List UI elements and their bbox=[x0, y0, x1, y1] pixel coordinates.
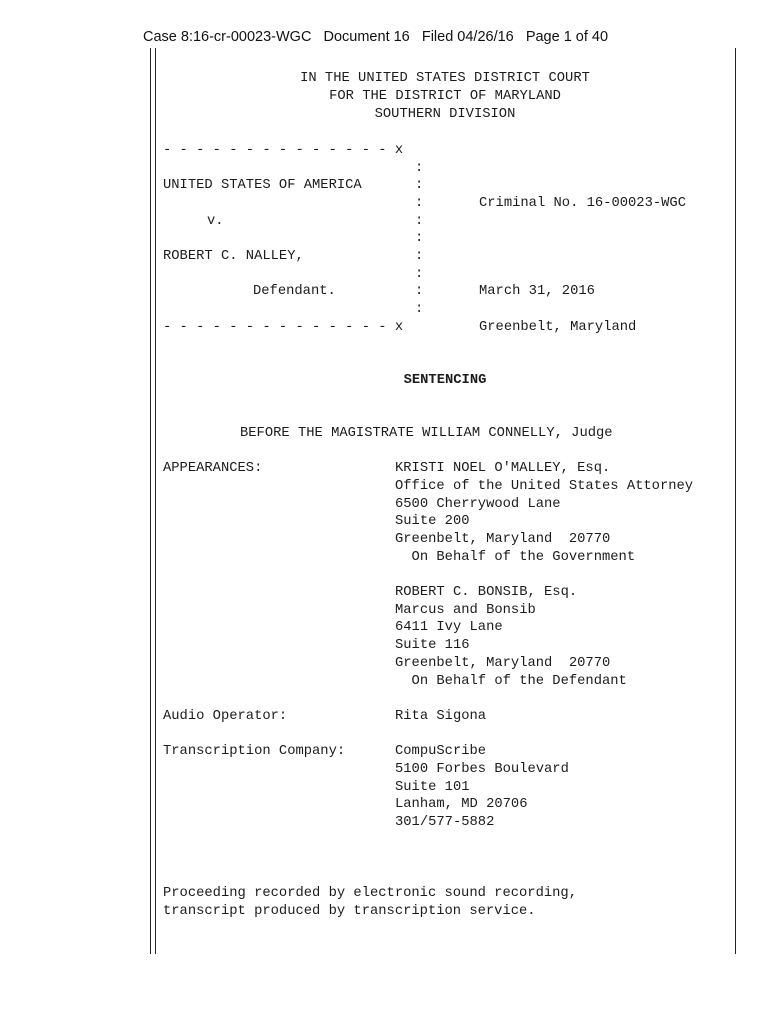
caption-dash-line-bottom: - - - - - - - - - - - - - - x bbox=[163, 320, 404, 335]
transcription-company-label: Transcription Company: bbox=[163, 744, 346, 759]
transcription-company-line: 5100 Forbes Boulevard bbox=[395, 762, 569, 777]
caption-colon: : bbox=[415, 267, 424, 282]
right-margin-rule bbox=[735, 48, 736, 954]
transcription-company-line: 301/577-5882 bbox=[395, 815, 495, 830]
government-counsel-line: KRISTI NOEL O'MALLEY, Esq. bbox=[395, 461, 611, 476]
left-margin-rule-outer bbox=[150, 48, 151, 954]
hearing-date: March 31, 2016 bbox=[479, 284, 595, 299]
caption-colon: : bbox=[415, 214, 424, 229]
transcription-company-line: Suite 101 bbox=[395, 780, 470, 795]
defendant-name: ROBERT C. NALLEY, bbox=[163, 249, 304, 264]
government-counsel-line: Suite 200 bbox=[395, 514, 470, 529]
government-counsel-line: On Behalf of the Government bbox=[395, 550, 636, 565]
appearances-label: APPEARANCES: bbox=[163, 461, 263, 476]
transcription-company-line: Lanham, MD 20706 bbox=[395, 797, 528, 812]
caption-colon: : bbox=[415, 231, 424, 246]
defense-counsel-line: Marcus and Bonsib bbox=[395, 603, 536, 618]
government-counsel-line: Greenbelt, Maryland 20770 bbox=[395, 532, 611, 547]
left-margin-rule-inner bbox=[155, 48, 156, 954]
defense-counsel-line: Greenbelt, Maryland 20770 bbox=[395, 656, 611, 671]
caption-colon: : bbox=[415, 302, 424, 317]
hearing-location: Greenbelt, Maryland bbox=[479, 320, 637, 335]
criminal-number: Criminal No. 16-00023-WGC bbox=[479, 196, 686, 211]
filing-header: Case 8:16-cr-00023-WGC Document 16 Filed 04/26/16 Page 1 of 40 bbox=[143, 29, 609, 45]
caption-colon: : bbox=[415, 196, 424, 211]
defense-counsel-line: Suite 116 bbox=[395, 638, 470, 653]
caption-colon: : bbox=[415, 284, 424, 299]
recording-note-line: transcript produced by transcription service. bbox=[163, 904, 536, 919]
presiding-judge: BEFORE THE MAGISTRATE WILLIAM CONNELLY, Judge bbox=[240, 426, 613, 441]
versus: v. bbox=[207, 214, 224, 229]
defense-counsel-line: On Behalf of the Defendant bbox=[395, 674, 627, 689]
transcription-company-line: CompuScribe bbox=[395, 744, 487, 759]
defense-counsel-line: ROBERT C. BONSIB, Esq. bbox=[395, 585, 578, 600]
government-counsel-line: Office of the United States Attorney bbox=[395, 479, 694, 494]
court-name: IN THE UNITED STATES DISTRICT COURT bbox=[300, 71, 590, 86]
court-district: FOR THE DISTRICT OF MARYLAND bbox=[329, 89, 561, 104]
caption-dash-line-top: - - - - - - - - - - - - - - x bbox=[163, 143, 404, 158]
audio-operator-label: Audio Operator: bbox=[163, 709, 288, 724]
defense-counsel-line: 6411 Ivy Lane bbox=[395, 620, 503, 635]
government-counsel-line: 6500 Cherrywood Lane bbox=[395, 497, 561, 512]
audio-operator-value: Rita Sigona bbox=[395, 709, 487, 724]
plaintiff-name: UNITED STATES OF AMERICA bbox=[163, 178, 362, 193]
proceeding-title: SENTENCING bbox=[403, 373, 487, 388]
recording-note-line: Proceeding recorded by electronic sound recording, bbox=[163, 886, 577, 901]
caption-colon: : bbox=[415, 249, 424, 264]
defendant-label: Defendant. bbox=[253, 284, 336, 299]
caption-colon: : bbox=[415, 178, 424, 193]
caption-colon: : bbox=[415, 161, 424, 176]
court-division: SOUTHERN DIVISION bbox=[374, 107, 516, 122]
